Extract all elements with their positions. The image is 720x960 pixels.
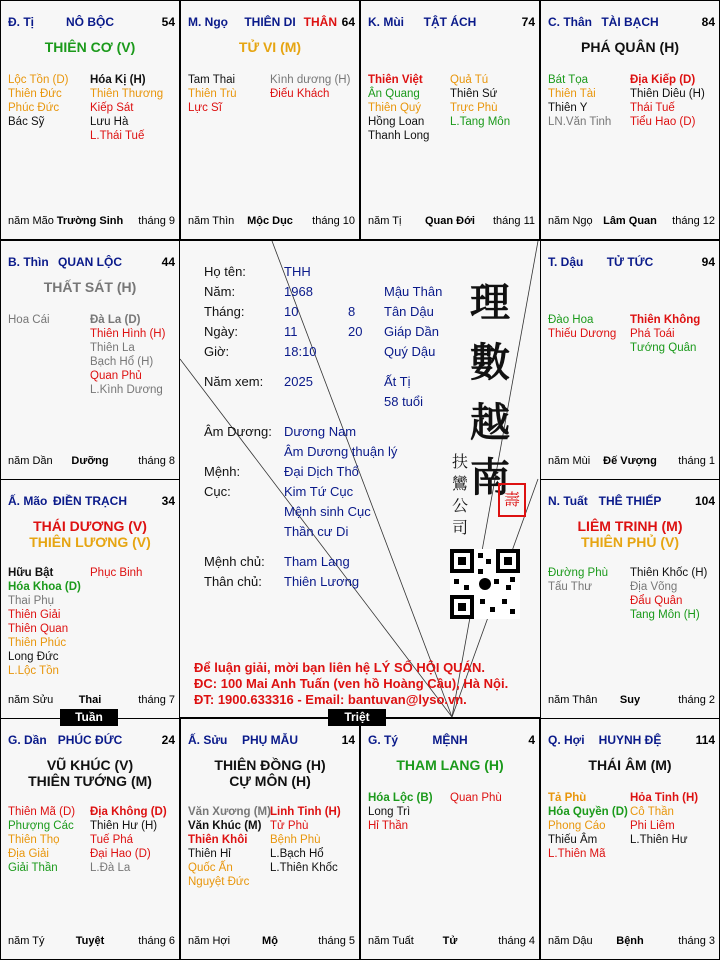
minor-star: Thiên Quan xyxy=(8,623,69,635)
small-char-3: 公 xyxy=(452,496,469,515)
palace-stage: Tử xyxy=(442,935,458,947)
palace-name: HUYNH ĐỆ xyxy=(598,733,662,747)
palace-dientrach xyxy=(0,479,180,719)
center-info-panel xyxy=(180,240,540,718)
minor-star: Phượng Các xyxy=(8,820,74,832)
palace-year: năm Mão xyxy=(8,215,54,227)
palace-month: tháng 9 xyxy=(138,215,175,227)
palace-age: 24 xyxy=(161,733,175,747)
minor-star: Tang Môn (H) xyxy=(630,609,700,621)
minor-star: Thiên Y xyxy=(548,102,588,114)
minor-star: Hữu Bật xyxy=(8,567,54,579)
palace-month: tháng 10 xyxy=(312,215,355,227)
palace-year: năm Tý xyxy=(8,935,45,947)
than-chu-label: Thân chủ: xyxy=(204,574,262,589)
gio-value: 18:10 xyxy=(284,344,317,359)
tuan-badge: Tuần xyxy=(60,709,118,726)
palace-month: tháng 4 xyxy=(498,935,535,947)
left-stars xyxy=(548,791,628,861)
palace-chi: Ấ. Sửu xyxy=(188,733,228,747)
nam-xem-label: Năm xem: xyxy=(204,374,264,389)
contact-phone-email: ĐT: 1900.633316 - Email: bantuvan@lyso.vn. xyxy=(194,692,467,707)
minor-star: L.Thái Tuế xyxy=(90,130,145,142)
minor-star: Quả Tú xyxy=(450,74,489,86)
palace-stage: Trường Sinh xyxy=(56,215,124,227)
palace-phumau xyxy=(180,718,360,960)
palace-name: ĐIỀN TRẠCH xyxy=(53,494,127,508)
palace-stage: Thai xyxy=(78,694,102,706)
palace-stage: Suy xyxy=(619,694,641,706)
palace-chi: T. Dậu xyxy=(548,255,584,269)
minor-star: Đà La (D) xyxy=(90,314,141,326)
minor-star: Thiếu Dương xyxy=(548,328,617,340)
thang-duong: 10 xyxy=(284,304,299,319)
minor-star: L.Thiên Hư xyxy=(630,834,688,846)
minor-star: Hồng Loan xyxy=(368,116,425,128)
main-stars xyxy=(181,757,359,789)
am-duong-value: Dương Nam xyxy=(284,424,357,439)
palace-chi: G. Tý xyxy=(368,733,399,747)
minor-star: Thiên Phúc xyxy=(8,637,67,649)
palace-month: tháng 1 xyxy=(678,455,715,467)
palace-chi: M. Ngọ xyxy=(188,15,228,29)
minor-star: Lộc Tồn (D) xyxy=(8,74,69,86)
main-stars xyxy=(541,757,719,773)
palace-menh xyxy=(360,718,540,960)
palace-stage: Đế Vượng xyxy=(603,455,657,467)
than-cu: Thần cư Di xyxy=(284,524,349,539)
minor-star: Thiên Không xyxy=(630,314,701,326)
palace-stage: Mộc Dục xyxy=(247,215,293,227)
minor-star: Thai Phụ xyxy=(8,595,55,607)
palace-age: 94 xyxy=(701,255,715,269)
small-char-2: 鸞 xyxy=(452,474,469,493)
red-seal-stamp: 壽 xyxy=(498,483,526,517)
minor-star: Thiên Khốc (H) xyxy=(630,567,708,579)
minor-star: Hóa Kị (H) xyxy=(90,74,146,86)
palace-chi: Đ. Tị xyxy=(8,15,34,29)
ngay-label: Ngày: xyxy=(204,324,238,339)
right-stars xyxy=(450,73,510,129)
palace-stage: Lâm Quan xyxy=(603,215,657,227)
right-stars xyxy=(90,73,163,143)
palace-month: tháng 5 xyxy=(318,935,355,947)
main-star: TỬ VI (M) xyxy=(238,39,302,55)
palace-age: 54 xyxy=(161,15,175,29)
left-stars xyxy=(8,566,81,678)
minor-star: Bát Tọa xyxy=(548,74,589,86)
gio-label: Giờ: xyxy=(204,344,230,359)
minor-star: L.Thiên Mã xyxy=(548,848,606,860)
minor-star: L.Bạch Hổ xyxy=(270,848,324,860)
palace-age: 104 xyxy=(694,494,715,508)
palace-stage: Quan Đới xyxy=(425,215,475,227)
minor-star: L.Kình Dương xyxy=(90,384,163,396)
minor-star: Thiên Hỉ xyxy=(188,848,231,860)
main-stars xyxy=(541,39,719,55)
right-stars xyxy=(90,313,165,397)
palace-chi: Q. Hợi xyxy=(548,733,585,747)
left-stars xyxy=(548,73,611,129)
minor-star: Địa Không (D) xyxy=(90,806,167,818)
main-star: THIÊN CƠ (V) xyxy=(44,39,136,55)
minor-star: Kiếp Sát xyxy=(90,102,134,114)
right-stars xyxy=(90,805,167,875)
main-star: VŨ KHÚC (V) xyxy=(46,757,134,773)
minor-star: Thanh Long xyxy=(368,130,430,142)
palace-month: tháng 8 xyxy=(138,455,175,467)
minor-star: Thái Tuế xyxy=(630,102,675,114)
main-stars xyxy=(361,757,539,773)
left-stars xyxy=(188,73,237,115)
main-stars xyxy=(1,757,179,789)
main-star: PHÁ QUÂN (H) xyxy=(581,39,679,55)
am-duong-label: Âm Dương: xyxy=(204,424,272,439)
right-stars xyxy=(90,566,142,580)
minor-star: Quan Phù xyxy=(450,792,502,804)
minor-star: Hóa Quyền (D) xyxy=(548,806,628,818)
minor-star: Tiểu Hao (D) xyxy=(630,116,696,128)
palace-stage: Bệnh xyxy=(616,935,644,947)
gio-canchi: Quý Dậu xyxy=(384,344,436,359)
small-char-4: 司 xyxy=(452,518,469,537)
palace-chi: K. Mùi xyxy=(368,15,404,29)
minor-star: Lực Sĩ xyxy=(188,102,222,114)
minor-star: Hoa Cái xyxy=(8,314,50,326)
minor-star: Phi Liêm xyxy=(630,820,675,832)
menh-label: Mệnh: xyxy=(204,464,241,479)
qr-code xyxy=(450,549,520,619)
thang-am: 8 xyxy=(348,304,356,319)
minor-star: Thiên Hình (H) xyxy=(90,328,166,340)
nam-label: Năm: xyxy=(204,284,236,299)
minor-star: Quan Phủ xyxy=(90,370,142,382)
minor-star: Thiên Trù xyxy=(188,88,237,100)
left-stars xyxy=(8,313,50,327)
minor-star: L.Thiên Khốc xyxy=(270,862,338,874)
palace-phucduc xyxy=(0,718,180,960)
minor-star: Thiên Giải xyxy=(8,609,61,621)
minor-star: Long Trì xyxy=(368,806,411,818)
minor-star: Thiên Quý xyxy=(368,102,422,114)
minor-star: Đào Hoa xyxy=(548,314,594,326)
main-star: THIÊN TƯỚNG (M) xyxy=(28,773,152,789)
palace-nobot xyxy=(0,0,180,240)
left-stars xyxy=(368,73,429,143)
palace-name: THÊ THIẾP xyxy=(598,494,662,508)
palace-year: năm Hợi xyxy=(188,935,231,947)
right-stars xyxy=(270,73,350,101)
palace-name: PHÚC ĐỨC xyxy=(57,733,123,747)
palace-month: tháng 2 xyxy=(678,694,715,706)
minor-star: Tuế Phá xyxy=(90,834,134,846)
contact-line-1: Để luận giải, mời bạn liên hệ LÝ SỐ HỘI QUÁN. xyxy=(194,660,485,675)
palace-year: năm Tuất xyxy=(368,935,414,947)
minor-star: Hóa Lộc (B) xyxy=(368,792,433,804)
palace-year: năm Dậu xyxy=(548,935,593,947)
palace-year: năm Dần xyxy=(8,455,53,467)
minor-star: Văn Xương (M) xyxy=(188,806,271,818)
main-stars xyxy=(1,39,179,55)
main-star: THIÊN PHỦ (V) xyxy=(581,534,679,550)
palace-age: 44 xyxy=(161,255,175,269)
minor-star: Giải Thần xyxy=(8,862,58,874)
menh-chu-label: Mệnh chủ: xyxy=(204,554,265,569)
menh-value: Đại Dịch Thổ xyxy=(284,464,359,479)
minor-star: Đường Phù xyxy=(548,567,608,579)
minor-star: Phong Cáo xyxy=(548,820,606,832)
minor-star: Bạch Hổ (H) xyxy=(90,356,154,368)
minor-star: Thiên Diêu (H) xyxy=(630,88,705,100)
minor-star: Địa Giải xyxy=(8,848,49,860)
palace-age: 74 xyxy=(521,15,535,29)
palace-taibach xyxy=(540,0,720,240)
minor-star: Thiên Thương xyxy=(90,88,164,100)
tuoi: 58 tuổi xyxy=(384,394,424,409)
main-star: LIÊM TRINH (M) xyxy=(577,518,683,534)
contact-address: ĐC: 100 Mai Anh Tuấn (ven hồ Hoàng Cầu), Hà Nội. xyxy=(194,676,509,691)
minor-star: Thiên Việt xyxy=(368,74,423,86)
palace-age: 64 xyxy=(341,15,355,29)
than-marker: THÂN xyxy=(303,15,337,29)
ho-ten-value: THH xyxy=(284,264,311,279)
main-star: THIÊN LƯƠNG (V) xyxy=(29,534,151,550)
palace-chi: N. Tuất xyxy=(548,494,588,508)
minor-star: Thiên La xyxy=(90,342,135,354)
minor-star: Linh Tinh (H) xyxy=(270,806,341,818)
palace-age: 114 xyxy=(695,733,715,747)
minor-star: Thiên Hư (H) xyxy=(90,820,158,832)
main-stars xyxy=(541,518,719,550)
minor-star: Kình dương (H) xyxy=(270,74,351,86)
main-star: THIÊN ĐỒNG (H) xyxy=(214,757,326,773)
minor-star: Long Đức xyxy=(8,651,59,663)
right-stars xyxy=(630,566,707,622)
nam-value: 1968 xyxy=(284,284,313,299)
palace-chi: C. Thân xyxy=(548,15,592,29)
nam-canchi: Mậu Thân xyxy=(384,284,443,299)
palace-month: tháng 3 xyxy=(678,935,715,947)
minor-star: Tấu Thư xyxy=(548,581,592,593)
minor-star: Nguyệt Đức xyxy=(188,876,250,888)
palace-tatach xyxy=(360,0,540,240)
minor-star: Bệnh Phù xyxy=(270,834,321,846)
minor-star: Văn Khúc (M) xyxy=(188,820,262,832)
minor-star: Ân Quang xyxy=(368,88,420,100)
cuc-value: Kim Tứ Cục xyxy=(284,484,354,499)
palace-stage: Tuyệt xyxy=(75,935,105,947)
minor-star: Thiên Đức xyxy=(8,88,62,100)
right-stars xyxy=(270,805,341,875)
palace-name: MỆNH xyxy=(432,733,468,747)
palace-year: năm Mùi xyxy=(548,455,591,467)
palace-name: NÔ BỘC xyxy=(66,15,114,29)
palace-year: năm Thân xyxy=(548,694,598,706)
calligraphy-char-1: 理 xyxy=(470,279,510,326)
right-stars xyxy=(630,791,698,847)
main-stars xyxy=(1,518,179,550)
palace-name: QUAN LỘC xyxy=(58,255,122,269)
palace-stage: Mộ xyxy=(262,935,278,947)
ho-ten-label: Họ tên: xyxy=(204,264,246,279)
main-stars xyxy=(181,39,359,55)
palace-month: tháng 12 xyxy=(672,215,715,227)
palace-chi: G. Dần xyxy=(8,733,47,747)
minor-star: Hỏa Tinh (H) xyxy=(630,792,699,804)
minor-star: Thiên Khôi xyxy=(188,834,248,846)
main-star: CỰ MÔN (H) xyxy=(229,773,311,789)
cuc-label: Cục: xyxy=(204,484,231,499)
minor-star: Cô Thần xyxy=(630,806,674,818)
minor-star: Thiếu Âm xyxy=(548,834,598,846)
palace-name: THIÊN DI xyxy=(244,15,296,29)
minor-star: L.Đà La xyxy=(90,862,131,874)
palace-month: tháng 11 xyxy=(492,215,535,227)
right-stars xyxy=(450,791,502,805)
left-stars xyxy=(8,73,69,129)
left-stars xyxy=(548,566,608,594)
ngay-am: 20 xyxy=(348,324,363,339)
ngay-duong: 11 xyxy=(284,324,298,339)
left-stars xyxy=(548,313,616,341)
calligraphy-char-2: 數 xyxy=(470,339,510,386)
minor-star: Phục Binh xyxy=(90,567,143,579)
palace-quanloc xyxy=(0,240,180,480)
minor-star: Đại Hao (D) xyxy=(90,848,151,860)
nam-xem-canchi: Ất Tị xyxy=(384,374,411,389)
palace-huynhde xyxy=(540,718,720,960)
palace-age: 14 xyxy=(341,733,355,747)
minor-star: Bác Sỹ xyxy=(8,116,45,128)
palace-age: 34 xyxy=(161,494,175,508)
than-chu-value: Thiên Lương xyxy=(284,574,360,589)
left-stars xyxy=(8,805,75,875)
palace-year: năm Thìn xyxy=(188,215,235,227)
right-stars xyxy=(630,73,705,129)
right-stars xyxy=(630,313,700,355)
thang-label: Tháng: xyxy=(204,304,245,319)
palace-chi: Ấ. Mão xyxy=(8,494,48,508)
palace-month: tháng 7 xyxy=(138,694,175,706)
minor-star: Thiên Tài xyxy=(548,88,596,100)
palace-thethiep xyxy=(540,479,720,719)
minor-star: Địa Kiếp (D) xyxy=(630,74,696,86)
main-star: THẤT SÁT (H) xyxy=(43,279,137,295)
palace-name: TẬT ÁCH xyxy=(423,15,477,29)
minor-star: L.Lộc Tồn xyxy=(8,665,59,677)
palace-stage: Dưỡng xyxy=(71,455,109,467)
minor-star: Tả Phù xyxy=(548,792,587,804)
minor-star: Tướng Quân xyxy=(630,342,697,354)
minor-star: Điếu Khách xyxy=(270,88,330,100)
minor-star: Thiên Thọ xyxy=(8,834,60,846)
nam-xem-value: 2025 xyxy=(284,374,313,389)
palace-name: TỬ TỨC xyxy=(606,255,654,269)
minor-star: Quốc Ấn xyxy=(188,862,233,874)
minor-star: L.Tang Môn xyxy=(450,116,511,128)
palace-name: TÀI BẠCH xyxy=(601,15,659,29)
triet-badge: Triệt xyxy=(328,709,386,726)
palace-tutuc xyxy=(540,240,720,480)
minor-star: Hỉ Thần xyxy=(368,820,409,832)
minor-star: Lưu Hà xyxy=(90,116,129,128)
palace-year: năm Sửu xyxy=(8,694,54,706)
minor-star: Phúc Đức xyxy=(8,102,60,114)
palace-age: 4 xyxy=(528,733,535,747)
main-star: THÁI DƯƠNG (V) xyxy=(33,518,147,534)
minor-star: Thiên Mã (D) xyxy=(8,806,76,818)
left-stars xyxy=(188,805,271,889)
am-duong-ly: Âm Dương thuận lý xyxy=(284,444,398,459)
left-stars xyxy=(368,791,433,833)
ngay-canchi: Giáp Dần xyxy=(384,324,439,339)
minor-star: Tử Phù xyxy=(270,820,309,832)
main-star: THAM LANG (H) xyxy=(396,757,504,773)
main-star: THÁI ÂM (M) xyxy=(588,757,672,773)
palace-month: tháng 6 xyxy=(138,935,175,947)
small-char-1: 扶 xyxy=(452,452,469,471)
palace-thiendi xyxy=(180,0,360,240)
palace-age: 84 xyxy=(701,15,715,29)
palace-year: năm Tị xyxy=(368,215,402,227)
minor-star: Tam Thai xyxy=(188,74,236,86)
minor-star: LN.Văn Tinh xyxy=(548,116,612,128)
calligraphy-char-4: 南 xyxy=(470,454,510,501)
menh-chu-value: Tham Lang xyxy=(284,554,350,569)
minor-star: Hóa Khoa (D) xyxy=(8,581,81,593)
thang-canchi: Tân Dậu xyxy=(384,304,434,319)
minor-star: Trực Phù xyxy=(450,102,498,114)
palace-chi: B. Thìn xyxy=(8,255,49,269)
palace-name: PHỤ MẪU xyxy=(242,733,298,747)
calligraphy-char-3: 越 xyxy=(470,399,510,446)
palace-year: năm Ngọ xyxy=(548,215,593,227)
minor-star: Phá Toái xyxy=(630,328,675,340)
minor-star: Địa Võng xyxy=(630,581,678,593)
cuc-relation: Mệnh sinh Cục xyxy=(284,504,371,519)
minor-star: Thiên Sứ xyxy=(450,88,498,100)
main-stars xyxy=(1,279,179,295)
minor-star: Đẩu Quân xyxy=(630,595,683,607)
